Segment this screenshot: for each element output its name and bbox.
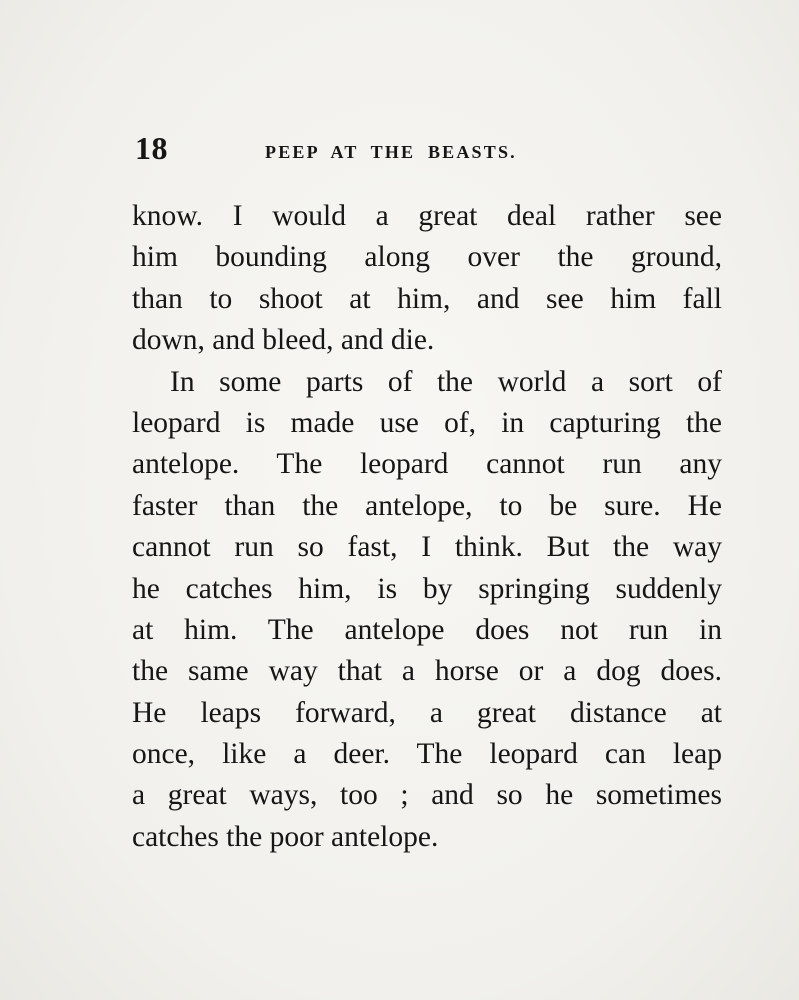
body-text: [132, 196, 722, 858]
text-line: he catches him, is by springing suddenly: [132, 572, 722, 605]
text-line: He leaps forward, a great distance at: [132, 696, 722, 729]
text-line: a great ways, too ; and so he sometimes: [132, 779, 722, 812]
text-line: than to shoot at him, and see him fall: [132, 282, 722, 315]
text-line: leopard is made use of, in capturing the: [132, 406, 722, 439]
running-head: [135, 126, 725, 170]
text-line: In some parts of the world a sort of: [170, 365, 722, 398]
text-line: down, and bleed, and die.: [132, 324, 435, 357]
text-line: catches the poor antelope.: [132, 820, 439, 853]
text-line: cannot run so fast, I think. But the way: [132, 531, 722, 564]
text-line: him bounding along over the ground,: [132, 241, 722, 274]
text-line: the same way that a horse or a dog does.: [132, 655, 722, 688]
text-line: at him. The antelope does not run in: [132, 613, 722, 646]
text-line: faster than the antelope, to be sure. He: [132, 489, 722, 522]
running-title: PEEP AT THE BEASTS.: [265, 142, 517, 162]
text-line: know. I would a great deal rather see: [132, 200, 722, 232]
page-number: 18: [135, 130, 168, 166]
text-line: antelope. The leopard cannot run any: [132, 448, 722, 481]
text-line: once, like a deer. The leopard can leap: [132, 738, 722, 771]
